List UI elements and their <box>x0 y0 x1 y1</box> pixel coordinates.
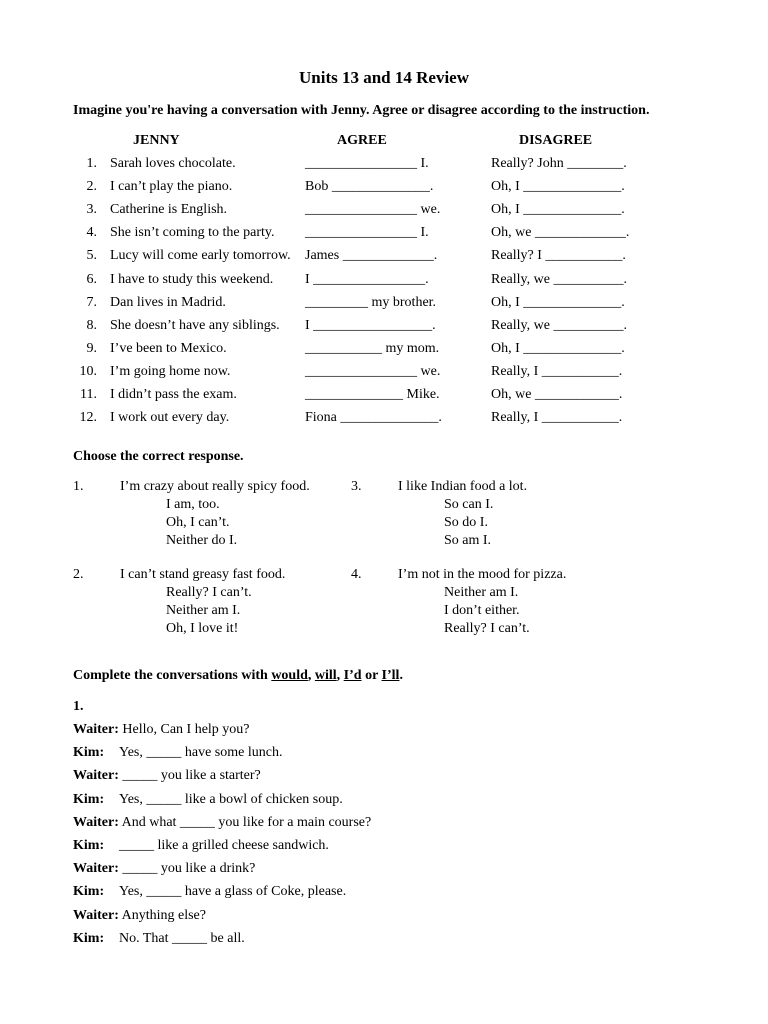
instruction-end: . <box>399 668 403 683</box>
answer-option[interactable]: Neither am I. <box>166 603 241 618</box>
agree-response: _________ my brother. <box>305 294 437 310</box>
row-number: 5. <box>86 248 97 264</box>
dialogue-line <box>73 792 343 808</box>
column-header-jenny: JENNY <box>133 133 180 148</box>
jenny-statement: She doesn’t have any siblings. <box>110 317 280 333</box>
question-number: 2. <box>73 567 84 582</box>
disagree-response: Really, I ___________. <box>491 410 623 426</box>
disagree-response: Oh, I ______________. <box>491 179 625 195</box>
answer-option[interactable]: Neither am I. <box>444 585 519 600</box>
dialogue-text: Yes, _____ like a bowl of chicken soup. <box>119 791 343 807</box>
agree-response: Fiona ______________. <box>305 410 442 426</box>
dialogue-line <box>73 815 371 831</box>
dialogue-text: _____ like a grilled cheese sandwich. <box>119 838 329 853</box>
dialogue-line <box>73 722 250 738</box>
dialogue-text: Anything else? <box>121 907 206 923</box>
section3-instruction <box>73 668 403 684</box>
disagree-response: Oh, we ____________. <box>491 387 623 402</box>
speaker-label: Kim: <box>73 930 105 946</box>
separator: or <box>361 668 382 683</box>
section2-instruction: Choose the correct response. <box>73 449 244 464</box>
agree-response: ________________ we. <box>305 363 441 379</box>
row-number: 6. <box>86 271 97 287</box>
speaker-label: Waiter: <box>73 907 119 923</box>
choice-question <box>73 567 343 642</box>
row-number: 1. <box>86 156 97 171</box>
speaker-label: Kim: <box>73 745 105 761</box>
agree-response: James _____________. <box>305 248 438 264</box>
dialogue-text: _____ you like a starter? <box>122 768 261 784</box>
dialogue-text: Yes, _____ have a glass of Coke, please. <box>119 884 347 900</box>
dialogue-line <box>73 931 245 947</box>
word-id: I’d <box>343 668 362 683</box>
answer-option[interactable]: So can I. <box>444 497 494 512</box>
agree-response: ________________ we. <box>305 202 441 218</box>
dialogue-text: No. That _____ be all. <box>119 930 245 946</box>
separator: , <box>307 668 315 683</box>
answer-option[interactable]: Neither do I. <box>166 533 238 548</box>
choice-question <box>351 567 621 642</box>
dialogue-line <box>73 861 255 877</box>
table-row <box>73 225 693 245</box>
answer-option[interactable]: Really? I can’t. <box>444 621 530 636</box>
table-row <box>73 156 693 176</box>
jenny-statement: She isn’t coming to the party. <box>110 225 275 241</box>
choice-question <box>73 479 343 554</box>
dialogue-line <box>73 838 329 854</box>
agree-response: I _________________. <box>305 317 436 333</box>
row-number: 3. <box>86 202 97 218</box>
agree-response: ___________ my mom. <box>305 340 440 356</box>
dialogue-line <box>73 884 346 900</box>
dialogue-text: Yes, _____ have some lunch. <box>119 745 283 761</box>
speaker-label: Waiter: <box>73 722 119 737</box>
dialogue-text: _____ you like a drink? <box>122 861 256 877</box>
table-row <box>73 248 693 268</box>
table-row <box>73 410 693 430</box>
disagree-response: Oh, I ______________. <box>491 202 625 218</box>
table-row <box>73 179 693 199</box>
row-number: 10. <box>79 363 97 379</box>
separator: , <box>336 668 344 683</box>
row-number: 2. <box>86 179 97 195</box>
disagree-response: Really, we __________. <box>491 317 627 333</box>
answer-option[interactable]: Really? I can’t. <box>166 585 252 600</box>
dialogue-line <box>73 745 282 761</box>
jenny-statement: I can’t play the piano. <box>110 179 233 195</box>
section1-instruction: Imagine you're having a conversation with Jenny. Agree or disagree according to the instruction. <box>73 103 650 118</box>
question-number: 1. <box>73 479 84 494</box>
conversation-number: 1. <box>73 699 84 714</box>
question-prompt: I can’t stand greasy fast food. <box>120 567 286 582</box>
jenny-statement: I have to study this weekend. <box>110 271 274 287</box>
agree-response: ______________ Mike. <box>305 387 440 402</box>
row-number: 4. <box>86 225 97 241</box>
jenny-statement: Catherine is English. <box>110 202 228 218</box>
column-header-agree: AGREE <box>337 133 387 148</box>
question-prompt: I like Indian food a lot. <box>398 479 528 494</box>
question-prompt: I’m not in the mood for pizza. <box>398 567 567 582</box>
row-number: 12. <box>79 410 97 426</box>
answer-option[interactable]: So am I. <box>444 533 492 548</box>
agree-response: ________________ I. <box>305 156 429 171</box>
disagree-response: Really, we __________. <box>491 271 627 287</box>
disagree-response: Oh, we _____________. <box>491 225 630 241</box>
speaker-label: Waiter: <box>73 814 119 830</box>
word-will: will <box>314 668 337 683</box>
agree-response: ________________ I. <box>305 225 429 241</box>
jenny-statement: I’m going home now. <box>110 363 231 379</box>
choice-question <box>351 479 621 554</box>
answer-option[interactable]: Oh, I love it! <box>166 621 239 636</box>
table-row <box>73 272 693 292</box>
table-row <box>73 318 693 338</box>
answer-option[interactable]: I am, too. <box>166 497 220 512</box>
table-row <box>73 341 693 361</box>
row-number: 11. <box>80 387 97 402</box>
page-title: Units 13 and 14 Review <box>298 68 469 87</box>
jenny-statement: Dan lives in Madrid. <box>110 294 226 310</box>
jenny-statement: Lucy will come early tomorrow. <box>110 248 291 264</box>
question-number: 3. <box>351 479 362 494</box>
agree-response: I ________________. <box>305 271 429 287</box>
disagree-response: Really? I ___________. <box>491 248 626 264</box>
column-header-disagree: DISAGREE <box>519 133 593 148</box>
disagree-response: Oh, I ______________. <box>491 340 625 356</box>
word-would: would <box>271 668 308 683</box>
dialogue-line <box>73 908 206 924</box>
disagree-response: Really? John ________. <box>491 156 627 171</box>
disagree-response: Oh, I ______________. <box>491 294 625 310</box>
word-ill: I’ll <box>381 668 400 683</box>
agree-response: Bob ______________. <box>305 179 434 195</box>
speaker-label: Kim: <box>73 791 105 807</box>
speaker-label: Waiter: <box>73 768 119 784</box>
jenny-statement: I’ve been to Mexico. <box>110 340 227 356</box>
answer-option[interactable]: I don’t either. <box>444 603 520 618</box>
question-prompt: I’m crazy about really spicy food. <box>120 479 310 494</box>
speaker-label: Waiter: <box>73 861 119 877</box>
jenny-statement: I didn’t pass the exam. <box>110 387 237 402</box>
disagree-response: Really, I ___________. <box>491 363 623 379</box>
answer-option[interactable]: So do I. <box>444 515 488 530</box>
table-row <box>73 295 693 315</box>
question-number: 4. <box>351 567 362 582</box>
row-number: 7. <box>86 294 97 310</box>
table-row <box>73 364 693 384</box>
dialogue-line <box>73 768 261 784</box>
jenny-statement: I work out every day. <box>110 410 230 426</box>
answer-option[interactable]: Oh, I can’t. <box>166 515 230 530</box>
instruction-prefix: Complete the conversations with <box>73 668 272 683</box>
jenny-statement: Sarah loves chocolate. <box>110 156 236 171</box>
row-number: 8. <box>86 317 97 333</box>
row-number: 9. <box>86 340 97 356</box>
dialogue-text: And what _____ you like for a main course? <box>121 814 372 830</box>
dialogue-text: Hello, Can I help you? <box>122 722 250 737</box>
speaker-label: Kim: <box>73 884 105 900</box>
table-row <box>73 202 693 222</box>
speaker-label: Kim: <box>73 838 105 853</box>
table-row <box>73 387 693 407</box>
